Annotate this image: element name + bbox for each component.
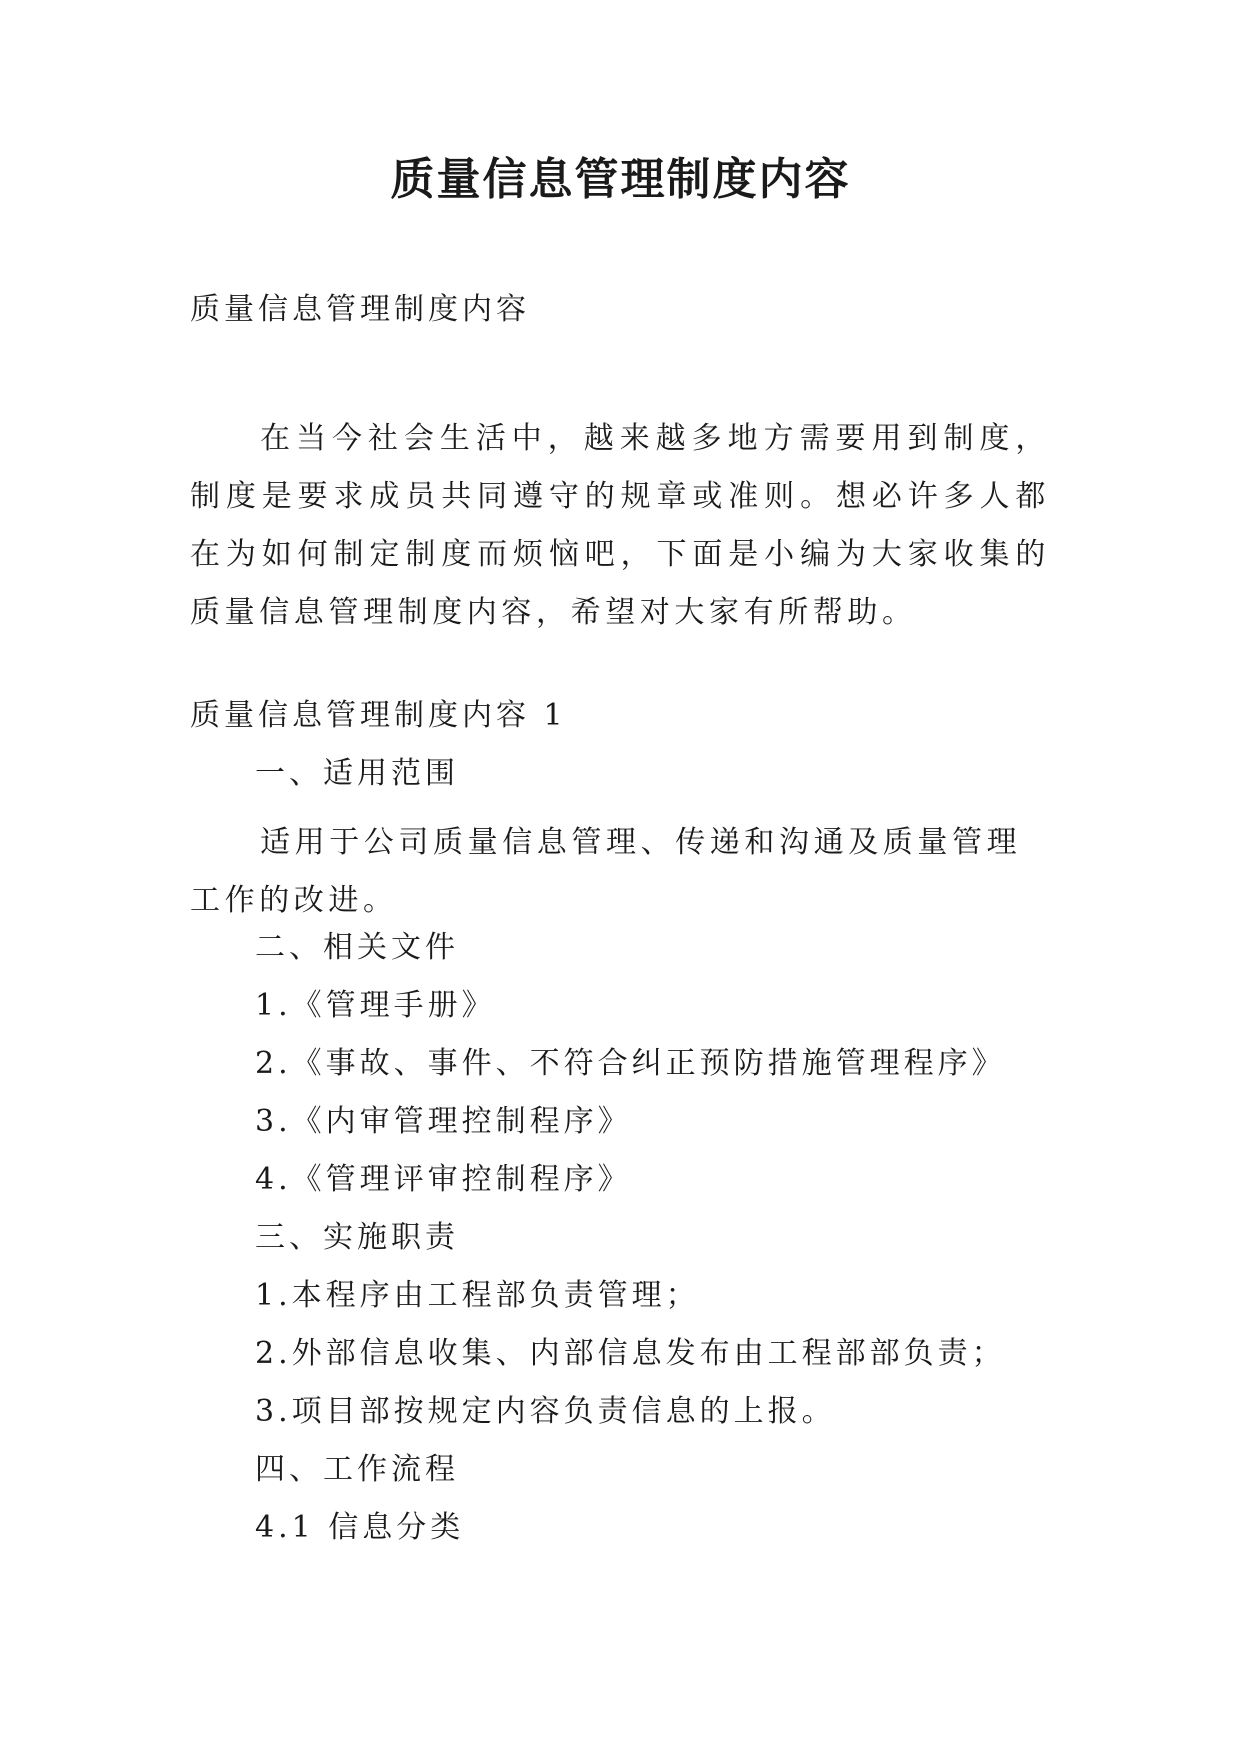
heading-duties: 三、实施职责 [255,1220,459,1255]
list-item: 1.《管理手册》 [255,988,496,1023]
list-item: 2.外部信息收集、内部信息发布由工程部部负责； [255,1336,1006,1371]
heading-workflow: 四、工作流程 [255,1452,459,1487]
subheading-info-classification: 4.1 信息分类 [255,1510,465,1545]
list-item: 1.本程序由工程部负责管理； [255,1278,700,1313]
intro-paragraph: 在当今社会生活中，越来越多地方需要用到制度，制度是要求成员共同遵守的规章或准则。想必许多人都在为如何制定制度而烦恼吧，下面是小编为大家收集的质量信息管理制度内容，希望对大家有所帮助。 [190,421,1050,630]
section-title: 质量信息管理制度内容 1 [190,698,567,733]
page-title: 质量信息管理制度内容 [390,154,851,205]
list-item: 2.《事故、事件、不符合纠正预防措施管理程序》 [255,1046,1006,1081]
document-subtitle: 质量信息管理制度内容 [190,292,530,327]
list-item: 3.项目部按规定内容负责信息的上报。 [255,1394,836,1429]
scope-paragraph: 适用于公司质量信息管理、传递和沟通及质量管理工作的改进。 [190,825,1022,918]
list-item: 3.《内审管理控制程序》 [255,1104,632,1139]
heading-scope: 一、适用范围 [255,756,459,791]
list-item: 4.《管理评审控制程序》 [255,1162,632,1197]
heading-related-docs: 二、相关文件 [255,930,459,965]
